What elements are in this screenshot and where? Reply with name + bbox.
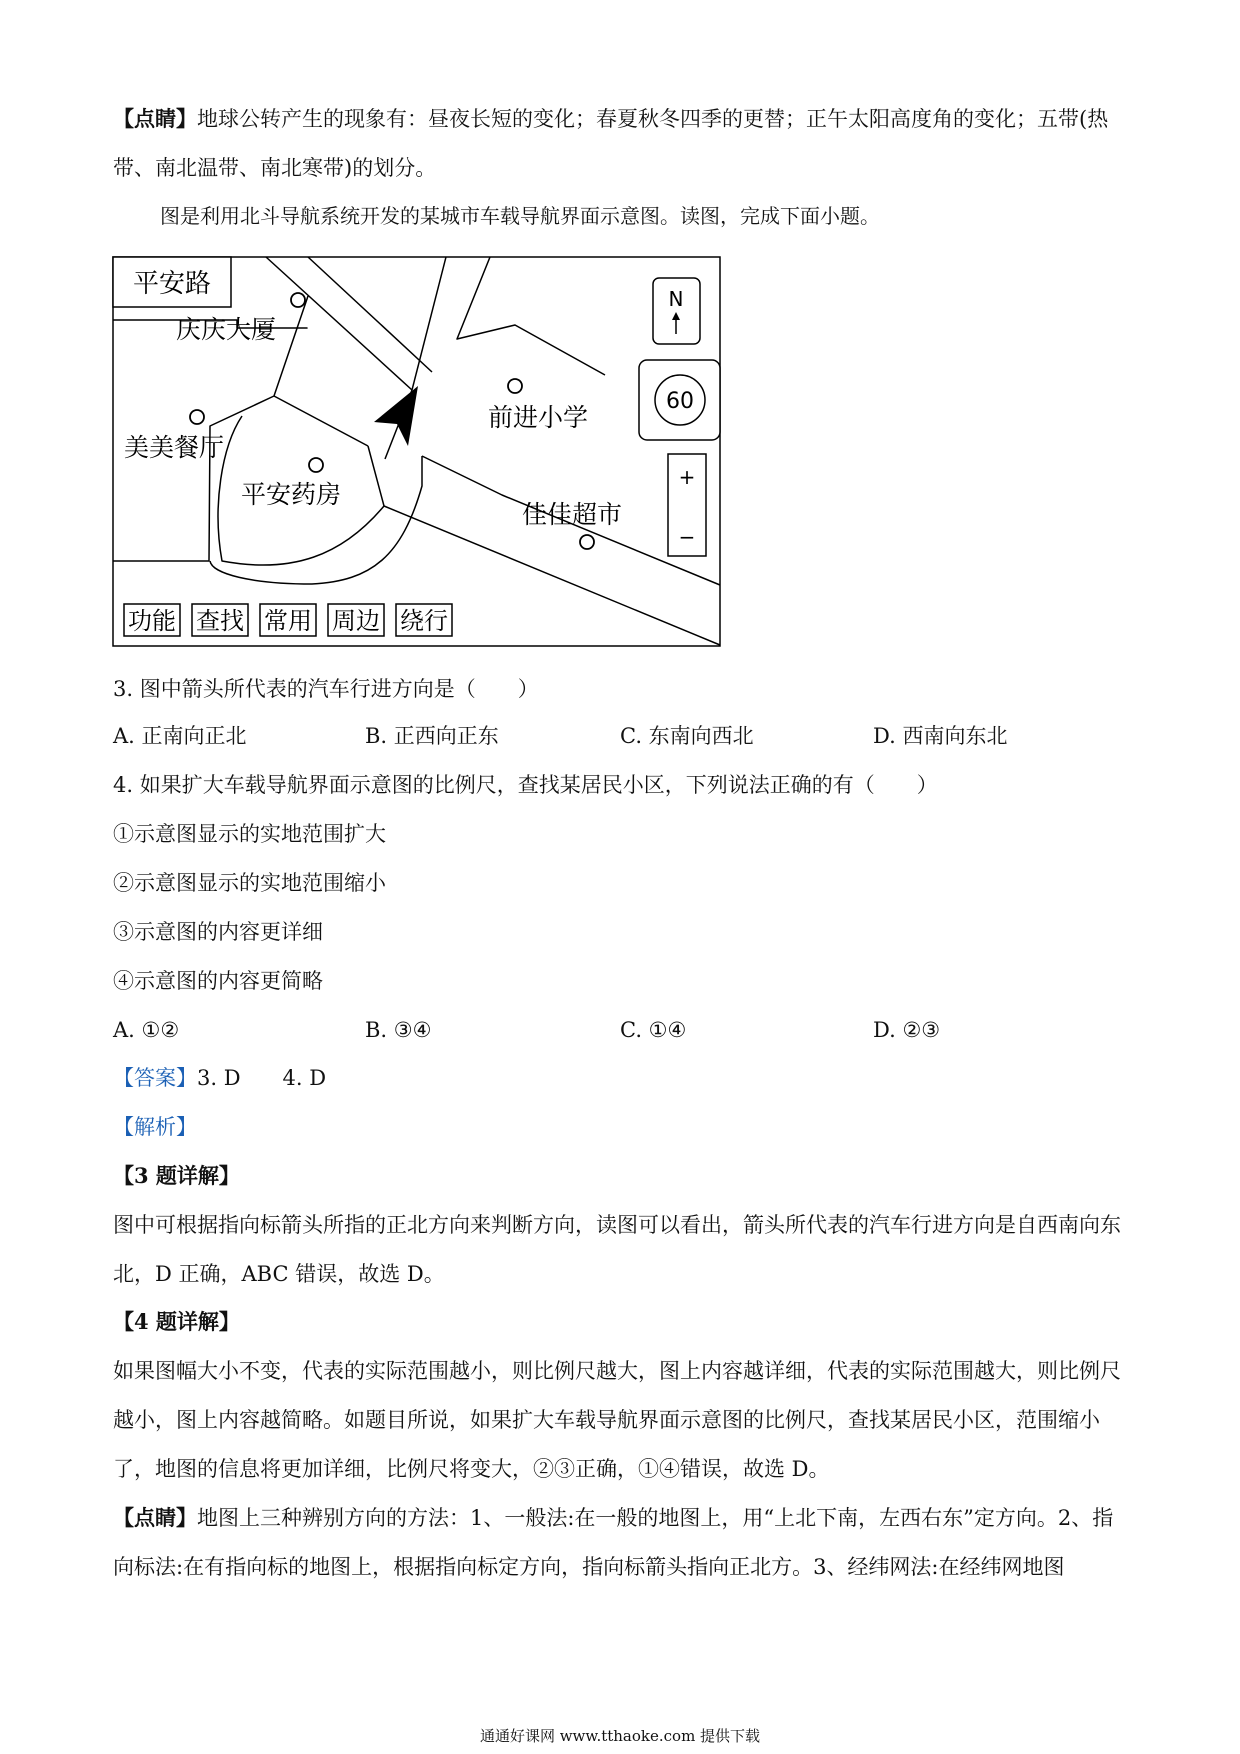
zoom-out-button[interactable]: − xyxy=(678,525,696,549)
speed-limit-value: 60 xyxy=(666,389,694,414)
detail-3-text: 图中可根据指向标箭头所指的正北方向来判断方向，读图可以看出，箭头所代表的汽车行进方向是自西南向东北，D 正确，ABC 错误，故选 D。 xyxy=(113,1213,1121,1286)
page-footer: 通通好课网 www.tthaoke.com 提供下载 xyxy=(479,1727,761,1745)
q4-item-2: ②示意图显示的实地范围缩小 xyxy=(113,871,386,895)
map-function-button-3[interactable] xyxy=(260,604,316,636)
map-function-button-label: 周边 xyxy=(332,607,380,635)
map-function-button-1[interactable] xyxy=(124,604,180,636)
q3-option-b: B. 正西向正东 xyxy=(365,724,499,748)
q4-option-b: B. ③④ xyxy=(365,1018,432,1042)
map-function-button-label: 功能 xyxy=(128,607,176,635)
road-name: 平安路 xyxy=(132,269,212,299)
place-label-meimei: 美美餐厅 xyxy=(124,433,225,462)
map-function-button-4[interactable] xyxy=(328,604,384,636)
key-point-label: 【点睛】 xyxy=(113,106,197,131)
key-point-text: 地图上三种辨别方向的方法：1、一般法:在一般的地图上，用“上北下南，左西右东”定方向。2、指向标法:在有指向标的地图上，根据指向标定方向，指向标箭头指向正北方。3、经纬网法:在经纬网地图 xyxy=(113,1506,1114,1579)
north-label: N xyxy=(668,287,684,311)
q3-option-d: D. 西南向东北 xyxy=(873,724,1008,748)
key-point-text: 地球公转产生的现象有：昼夜长短的变化；春夏秋冬四季的更替；正午太阳高度角的变化；五带(热带、南北温带、南北寒带)的划分。 xyxy=(113,107,1109,180)
question-intro: 图是利用北斗导航系统开发的某城市车载导航界面示意图。读图，完成下面小题。 xyxy=(160,204,880,228)
place-marker xyxy=(291,293,305,307)
answer-label: 【答案】 xyxy=(113,1066,197,1090)
key-point-paragraph-1 xyxy=(113,94,1123,193)
q4-option-a: A. ①② xyxy=(113,1018,180,1042)
place-marker xyxy=(580,535,594,549)
map-function-button-label: 查找 xyxy=(196,607,244,635)
place-marker xyxy=(309,458,323,472)
analysis-label: 【解析】 xyxy=(113,1115,197,1139)
detail-3-label: 【3 题详解】 xyxy=(113,1163,240,1188)
key-point-paragraph-2 xyxy=(113,1493,1123,1592)
key-point-label: 【点睛】 xyxy=(113,1505,197,1530)
q4-item-1: ①示意图显示的实地范围扩大 xyxy=(113,822,386,846)
zoom-in-button[interactable]: + xyxy=(678,465,696,489)
q3-option-a: A. 正南向正北 xyxy=(113,724,247,748)
map-function-button-label: 绕行 xyxy=(400,607,448,635)
answer-line xyxy=(113,1064,326,1092)
place-label-pingan: 平安药房 xyxy=(241,480,342,509)
q4-option-d: D. ②③ xyxy=(873,1018,941,1042)
navigation-map-figure xyxy=(112,256,722,648)
map-function-button-label: 常用 xyxy=(264,607,312,635)
place-marker xyxy=(190,410,204,424)
map-function-button-2[interactable] xyxy=(192,604,248,636)
place-label-qianjin: 前进小学 xyxy=(488,403,589,432)
question-4-stem: 4. 如果扩大车载导航界面示意图的比例尺，查找某居民小区，下列说法正确的有（ ） xyxy=(113,773,938,797)
q4-item-3: ③示意图的内容更详细 xyxy=(113,920,323,944)
q4-option-c: C. ①④ xyxy=(620,1018,687,1042)
place-label-qingqing: 庆庆大厦 xyxy=(176,315,277,344)
place-marker xyxy=(508,379,522,393)
map-function-button-5[interactable] xyxy=(396,604,452,636)
detail-4-label: 【4 题详解】 xyxy=(113,1309,240,1334)
question-3-stem: 3. 图中箭头所代表的汽车行进方向是（ ） xyxy=(113,677,539,701)
detail-4-text: 如果图幅大小不变，代表的实际范围越小，则比例尺越大，图上内容越详细，代表的实际范围越大，则比例尺越小，图上内容越简略。如题目所说，如果扩大车载导航界面示意图的比例尺，查找某居民小区，范围缩小了，地图的信息将更加详细，比例尺将变大，②③正确，①④错误，故选 D。 xyxy=(113,1359,1121,1481)
q3-option-c: C. 东南向西北 xyxy=(620,724,754,748)
place-label-jiajia: 佳佳超市 xyxy=(522,500,623,529)
answer-text: 3. D 4. D xyxy=(197,1066,327,1090)
q4-item-4: ④示意图的内容更简略 xyxy=(113,969,323,993)
